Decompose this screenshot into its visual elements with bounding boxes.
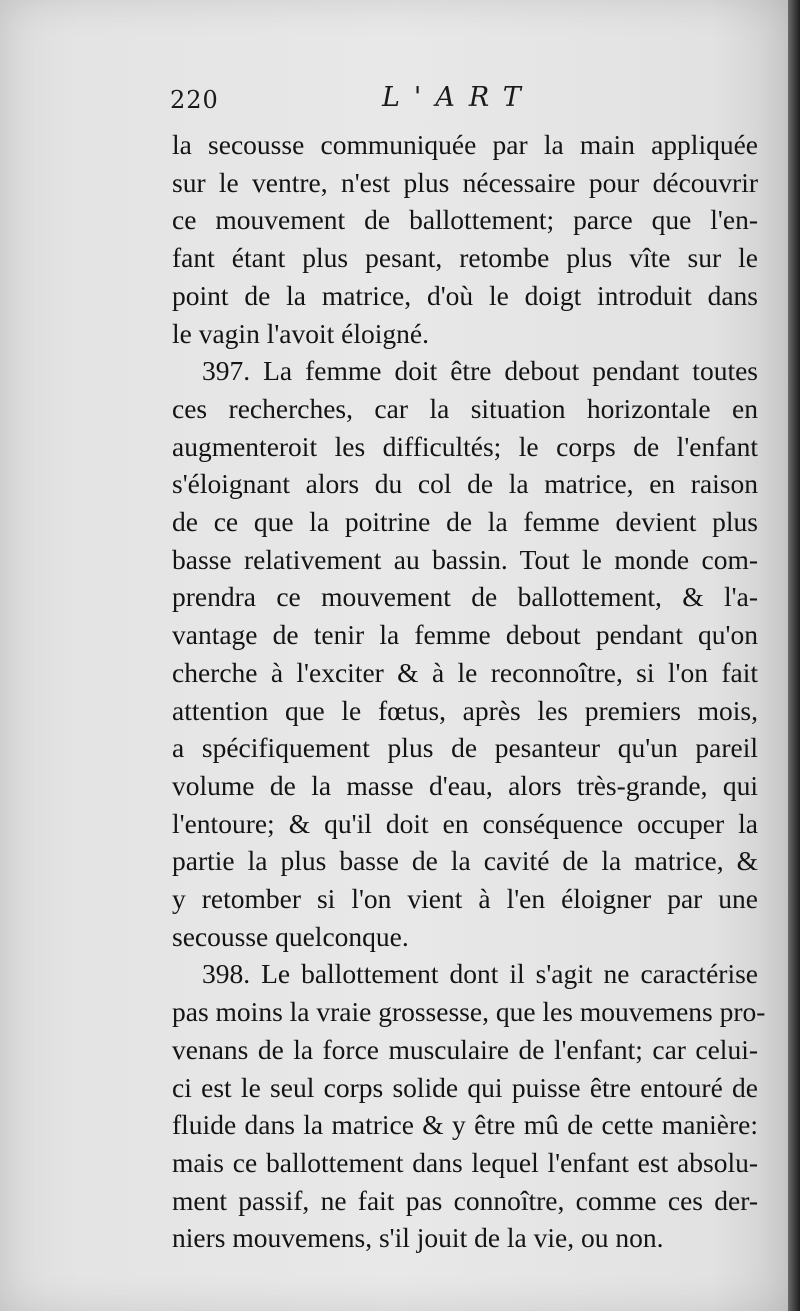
body-text: [172, 126, 766, 1257]
text-line: ce mouvement de ballottement; parce que l'en-: [172, 204, 758, 236]
text-line: mais ce ballottement dans lequel l'enfant est absolu-: [172, 1146, 758, 1178]
text-line: basse relativement au bassin. Tout le monde com-: [172, 543, 758, 575]
text-line: attention que le fœtus, après les premiers mois,: [172, 694, 758, 726]
text-line: prendra ce mouvement de ballottement, & l'a-: [172, 581, 758, 613]
text-line: y retomber si l'on vient à l'en éloigner par une: [172, 883, 758, 915]
text-line: la secousse communiquée par la main appliquée: [172, 129, 758, 160]
text-line: secousse quelconque.: [172, 920, 409, 952]
text-line: venans de la force musculaire de l'enfant; car celui-: [172, 1033, 758, 1065]
text-line: fluide dans la matrice & y être mû de cette manière:: [172, 1109, 758, 1141]
text-line: vantage de tenir la femme debout pendant qu'on: [172, 619, 758, 651]
text-line: de ce que la poitrine de la femme devient plus: [172, 506, 758, 538]
running-title: L'ART: [382, 82, 535, 113]
page-edge-shadow: [788, 0, 800, 1311]
text-line: le vagin l'avoit éloigné.: [172, 317, 429, 349]
text-line: s'éloignant alors du col de la matrice, en raison: [172, 468, 758, 500]
text-line: augmenteroit les difficultés; le corps de l'enfant: [172, 430, 758, 462]
text-line: partie la plus basse de la cavité de la matrice, &: [172, 845, 758, 877]
paragraph-398-start: 398. Le ballottement dont il s'agit ne caractérise: [202, 958, 758, 990]
page-number: 220: [170, 86, 219, 114]
text-line: ces recherches, car la situation horizontale en: [172, 392, 758, 424]
text-line: point de la matrice, d'où le doigt introduit dans: [172, 279, 758, 311]
text-line: volume de la masse d'eau, alors très-grande, qui: [172, 769, 758, 801]
text-line: l'entoure; & qu'il doit en conséquence occuper la: [172, 807, 758, 839]
text-line: a spécifiquement plus de pesanteur qu'un pareil: [172, 732, 758, 764]
paragraph-397-start: 397. La femme doit être debout pendant toutes: [202, 355, 758, 387]
text-line: cherche à l'exciter & à le reconnoître, si l'on fait: [172, 656, 758, 688]
text-line: ci est le seul corps solide qui puisse être entouré de: [172, 1071, 758, 1103]
text-line: fant étant plus pesant, retombe plus vîte sur le: [172, 242, 758, 274]
text-line: ment passif, ne fait pas connoître, comme ces der-: [172, 1184, 758, 1216]
text-line: sur le ventre, n'est plus nécessaire pour découvrir: [172, 166, 758, 198]
text-line: niers mouvemens, s'il jouit de la vie, ou non.: [172, 1222, 664, 1254]
text-line: pas moins la vraie grossesse, que les mouvemens pro-: [172, 996, 766, 1028]
page-header: [170, 82, 760, 122]
